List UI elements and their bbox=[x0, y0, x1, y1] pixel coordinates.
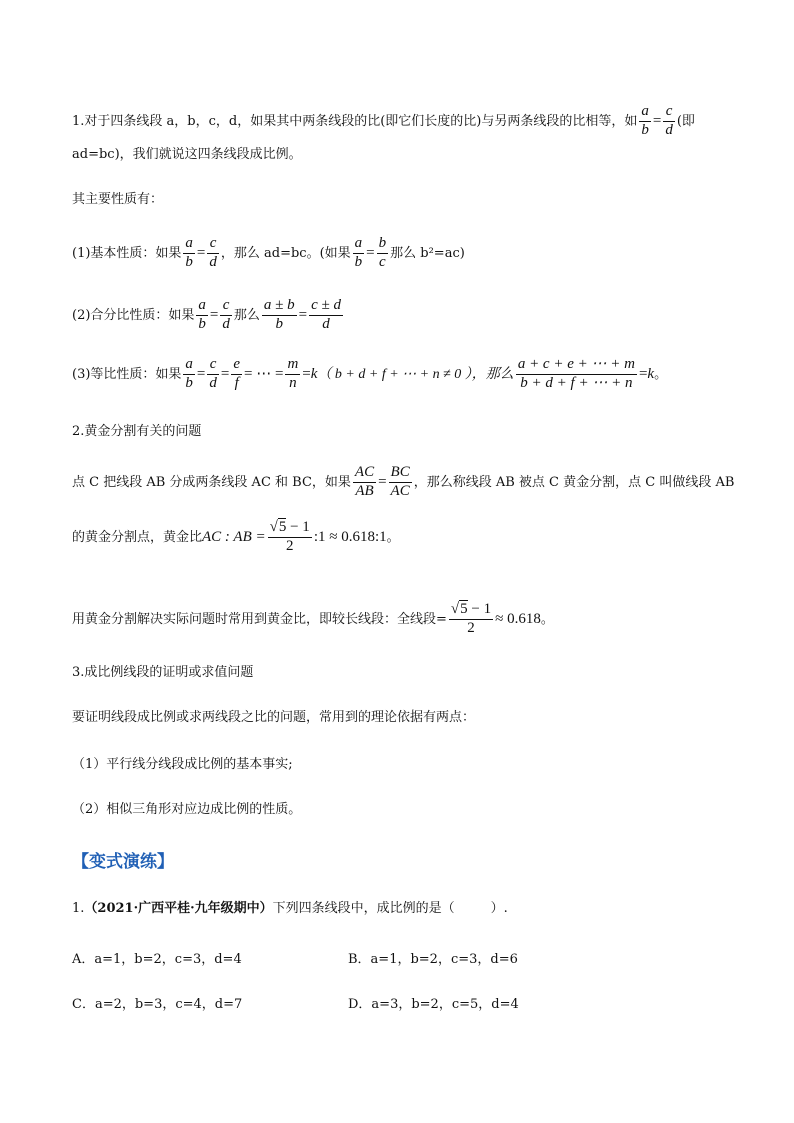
fraction-numerator: b bbox=[377, 236, 389, 254]
fraction-numerator: e bbox=[231, 357, 242, 375]
option-c[interactable]: C．a=2，b=3，c=4，d=7 bbox=[72, 997, 243, 1012]
fraction-numerator: a + c + e + ⋯ + m bbox=[516, 357, 637, 375]
ellipsis-equals: = ⋯ = bbox=[244, 365, 284, 382]
equals-sign: = bbox=[209, 306, 219, 323]
fraction-denominator: d bbox=[665, 121, 673, 138]
fraction-a-over-b bbox=[353, 236, 365, 271]
fraction-numerator: c bbox=[663, 104, 675, 122]
golden-text: 的黄金分割点，黄金比 bbox=[72, 529, 203, 545]
section-3-item-1: （1）平行线分线段成比例的基本事实; bbox=[72, 757, 293, 772]
question-stem-end: ）. bbox=[490, 901, 508, 916]
fraction-numerator: c bbox=[207, 236, 219, 254]
period: 。 bbox=[540, 611, 554, 627]
option-d[interactable]: D．a=3，b=2，c=5，d=4 bbox=[348, 997, 519, 1012]
property-basic bbox=[72, 236, 465, 271]
fraction-denominator: b bbox=[275, 315, 284, 332]
question-number: 1. bbox=[72, 901, 85, 916]
equals-sign: = bbox=[652, 112, 662, 129]
fraction-denominator: d bbox=[209, 253, 217, 270]
fraction-c-pm-d-over-d bbox=[309, 298, 343, 333]
constant-k: k bbox=[310, 365, 318, 382]
definition-paren: (即 bbox=[676, 113, 695, 129]
fraction-numerator: AC bbox=[353, 465, 376, 483]
question-stem: 下列四条线段中，成比例的是（ bbox=[272, 901, 455, 916]
fraction-b-over-c bbox=[377, 236, 389, 271]
fraction-a-over-b bbox=[639, 104, 651, 139]
ratio-expression: AC : AB = bbox=[202, 528, 266, 545]
definition-line-1 bbox=[72, 104, 695, 139]
fraction-a-over-b bbox=[183, 357, 195, 392]
fraction-denominator: c bbox=[379, 253, 386, 270]
golden-text: 用黄金分割解决实际问题时常用到黄金比，即较长线段：全线段= bbox=[72, 611, 447, 627]
fraction-c-over-d bbox=[663, 104, 675, 139]
fraction-numerator: m bbox=[285, 357, 300, 375]
properties-title: 其主要性质有： bbox=[72, 192, 164, 207]
sqrt-sign: √ bbox=[269, 519, 278, 535]
fraction-denominator: AC bbox=[390, 482, 410, 499]
condition-text: （ b + d + f + ⋯ + n ≠ 0 ），那么 bbox=[317, 366, 514, 382]
equals-sign: = bbox=[366, 244, 375, 261]
section-3-intro: 要证明线段成比例或求两线段之比的问题，常用到的理论依据有两点： bbox=[72, 710, 476, 725]
golden-line-3 bbox=[72, 602, 554, 637]
property-text: 那么 bbox=[233, 307, 260, 323]
minus-one: − 1 bbox=[286, 519, 310, 535]
property-equal-ratio bbox=[72, 357, 667, 392]
fraction-numerator: BC bbox=[389, 465, 412, 483]
fraction-denominator: f bbox=[234, 374, 239, 391]
fraction-numerator: a bbox=[196, 298, 208, 316]
fraction-denominator: b bbox=[198, 315, 206, 332]
fraction-numerator: a bbox=[353, 236, 365, 254]
sqrt-sign: √ bbox=[450, 601, 460, 617]
golden-text: 点 C 把线段 AB 分成两条线段 AC 和 BC，如果 bbox=[72, 474, 351, 490]
equals-sign: = bbox=[378, 473, 387, 490]
fraction-numerator: a bbox=[183, 357, 195, 375]
equals-sign: = bbox=[638, 365, 648, 382]
fraction-a-over-b bbox=[196, 298, 208, 333]
fraction-golden-ratio bbox=[449, 602, 493, 637]
property-label: (1)基本性质：如果 bbox=[72, 245, 182, 261]
fraction-denominator: n bbox=[289, 374, 297, 391]
fraction-denominator: 2 bbox=[285, 537, 294, 554]
fraction-sum-ratio bbox=[516, 357, 637, 392]
fraction-denominator: b bbox=[641, 121, 649, 138]
ratio-approx: :1 ≈ 0.618:1 bbox=[313, 528, 387, 545]
fraction-denominator: b bbox=[185, 253, 193, 270]
fraction-denominator: b + d + f + ⋯ + n bbox=[520, 374, 633, 391]
golden-text: ，那么称线段 AB 被点 C 黄金分割，点 C 叫做线段 AB bbox=[413, 474, 735, 490]
exercise-section-header: 【变式演练】 bbox=[72, 852, 174, 872]
fraction-numerator: a bbox=[639, 104, 651, 122]
fraction-denominator: AB bbox=[355, 482, 374, 499]
property-text: ，那么 ad=bc。(如果 bbox=[220, 245, 351, 261]
question-source: （2021·广西平桂·九年级期中） bbox=[84, 901, 273, 916]
minus-one: − 1 bbox=[467, 601, 492, 617]
fraction-numerator: c ± d bbox=[309, 298, 343, 316]
fraction-c-over-d bbox=[220, 298, 232, 333]
fraction-c-over-d bbox=[207, 236, 219, 271]
equals-sign: = bbox=[302, 365, 311, 382]
fraction-numerator: a ± b bbox=[262, 298, 297, 316]
fraction-numerator: c bbox=[220, 298, 232, 316]
equals-sign: = bbox=[196, 244, 206, 261]
fraction-bc-over-ac bbox=[389, 465, 412, 500]
constant-k: k bbox=[647, 365, 655, 382]
definition-line-2: ad=bc)，我们就说这四条线段成比例。 bbox=[72, 147, 302, 162]
option-b[interactable]: B．a=1，b=2，c=3，d=6 bbox=[348, 952, 518, 967]
golden-line-2 bbox=[72, 520, 400, 555]
section-2-title: 2.黄金分割有关的问题 bbox=[72, 424, 202, 439]
fraction-a-pm-b-over-b bbox=[262, 298, 297, 333]
sqrt-radicand: 5 bbox=[278, 519, 287, 535]
fraction-numerator: a bbox=[183, 236, 195, 254]
definition-text: 1.对于四条线段 a，b，c，d，如果其中两条线段的比(即它们长度的比)与另两条线段的比相等，如 bbox=[72, 113, 638, 129]
question-1 bbox=[72, 902, 508, 915]
period: 。 bbox=[654, 366, 668, 382]
fraction-denominator: d bbox=[209, 374, 217, 391]
equals-sign: = bbox=[220, 365, 230, 382]
golden-approx: ≈ 0.618 bbox=[495, 610, 541, 627]
property-label: (3)等比性质：如果 bbox=[72, 366, 182, 382]
fraction-numerator bbox=[268, 520, 312, 538]
sqrt-radicand: 5 bbox=[460, 601, 468, 617]
section-3-item-2: （2）相似三角形对应边成比例的性质。 bbox=[72, 802, 302, 817]
fraction-numerator bbox=[449, 602, 493, 620]
option-a[interactable]: A．a=1，b=2，c=3，d=4 bbox=[72, 952, 242, 967]
fraction-ac-over-ab bbox=[353, 465, 376, 500]
golden-line-1 bbox=[72, 465, 734, 500]
property-text: 那么 b²=ac) bbox=[390, 245, 465, 261]
fraction-denominator: b bbox=[185, 374, 193, 391]
fraction-numerator: c bbox=[207, 357, 219, 375]
equals-sign: = bbox=[298, 306, 308, 323]
section-3-title: 3.成比例线段的证明或求值问题 bbox=[72, 665, 254, 680]
fraction-m-over-n bbox=[285, 357, 300, 392]
fraction-c-over-d bbox=[207, 357, 219, 392]
fraction-golden-ratio bbox=[268, 520, 312, 555]
equals-sign: = bbox=[196, 365, 206, 382]
fraction-denominator: d bbox=[322, 315, 330, 332]
fraction-e-over-f bbox=[231, 357, 242, 392]
fraction-denominator: b bbox=[354, 253, 363, 270]
property-sum-difference bbox=[72, 298, 345, 333]
fraction-denominator: 2 bbox=[467, 619, 475, 636]
period: 。 bbox=[386, 529, 400, 545]
property-label: (2)合分比性质：如果 bbox=[72, 307, 195, 323]
fraction-a-over-b bbox=[183, 236, 195, 271]
fraction-denominator: d bbox=[222, 315, 230, 332]
